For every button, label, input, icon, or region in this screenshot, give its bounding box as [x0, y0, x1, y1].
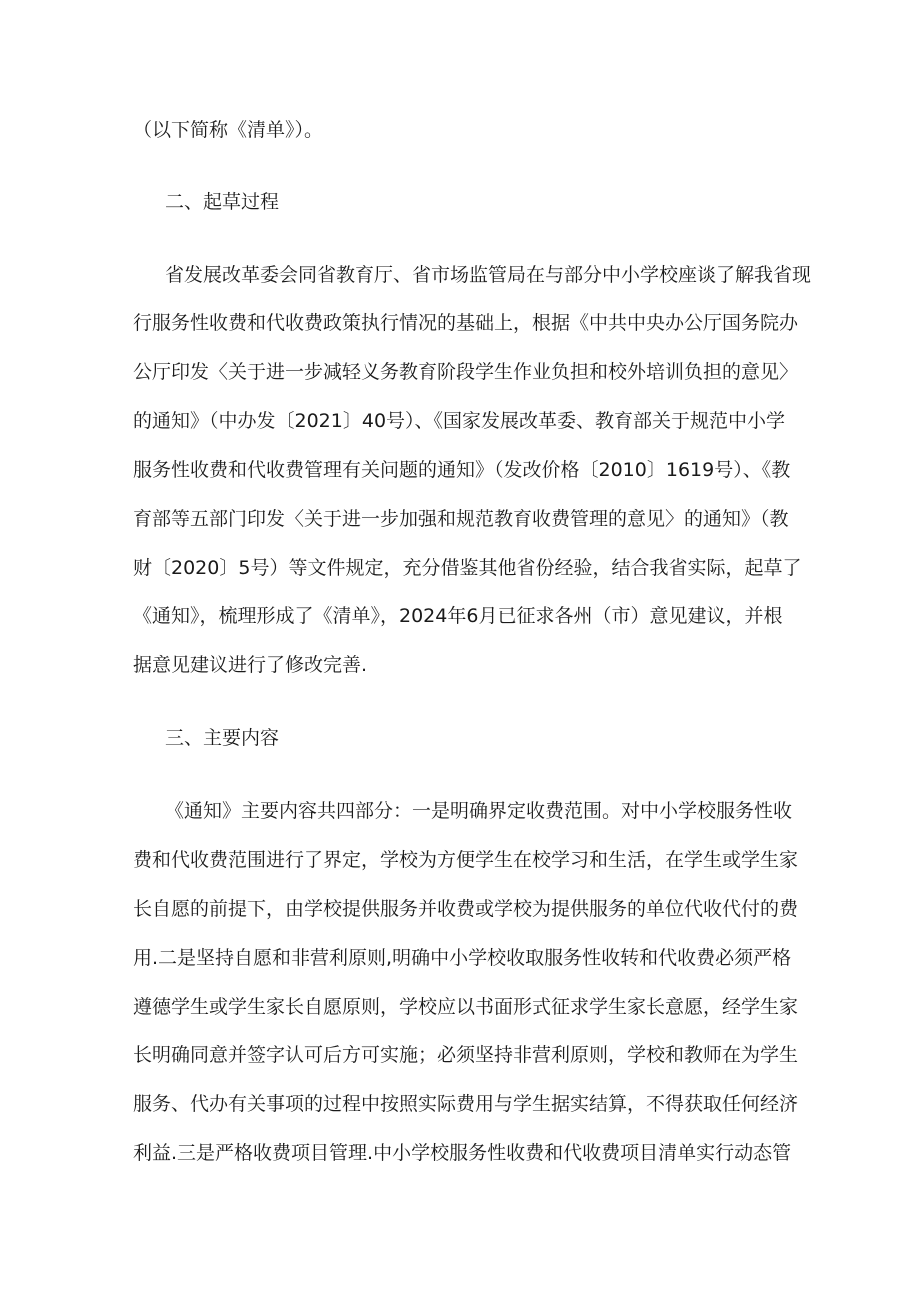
paragraph-line: 的通知》（中办发〔2021〕40号）、《国家发展改革委、教育部关于规范中小学	[133, 410, 786, 432]
paragraph-line: 《通知》，梳理形成了《清单》，2024年6月已征求各州（市）意见建议，并根	[133, 605, 783, 627]
paragraph-line: 财〔2020〕5号）等文件规定，充分借鉴其他省份经验，结合我省实际，起草了	[133, 557, 802, 579]
section-2-heading: 二、起草过程	[165, 191, 280, 213]
paragraph-line: 遵德学生或学生家长自愿原则，学校应以书面形式征求学生家长意愿，经学生家	[133, 996, 799, 1018]
paragraph-line: 据意见建议进行了修改完善.	[133, 654, 368, 676]
paragraph-line: 长明确同意并签字认可后方可实施；必须坚持非营利原则，学校和教师在为学生	[133, 1044, 799, 1066]
paragraph-line: 利益.三是严格收费项目管理.中小学校服务性收费和代收费项目清单实行动态管	[133, 1142, 792, 1164]
paragraph-line: 费和代收费范围进行了界定，学校为方便学生在校学习和生活，在学生或学生家	[133, 849, 799, 871]
paragraph-line: 省发展改革委会同省教育厅、省市场监管局在与部分中小学校座谈了解我省现	[165, 264, 812, 286]
intro-tail-line: （以下简称《清单》）。	[133, 119, 324, 141]
section-3-heading: 三、主要内容	[165, 727, 280, 749]
paragraph-line: 育部等五部门印发〈关于进一步加强和规范教育收费管理的意见〉的通知》（教	[133, 508, 789, 530]
paragraph-line: 用.二是坚持自愿和非营利原则,明确中小学校收取服务性收转和代收费必须严格	[133, 947, 792, 969]
paragraph-line: 服务、代办有关事项的过程中按照实际费用与学生据实结算，不得获取任何经济	[133, 1093, 799, 1115]
paragraph-line: 行服务性收费和代收费政策执行情况的基础上，根据《中共中央办公厅国务院办	[133, 312, 799, 334]
paragraph-line: 《通知》主要内容共四部分：一是明确界定收费范围。对中小学校服务性收	[165, 800, 793, 822]
paragraph-line: 公厅印发〈关于进一步减轻义务教育阶段学生作业负担和校外培训负担的意见〉	[133, 361, 799, 383]
paragraph-line: 长自愿的前提下，由学校提供服务并收费或学校为提供服务的单位代收代付的费	[133, 898, 799, 920]
paragraph-line: 服务性收费和代收费管理有关问题的通知》（发改价格〔2010〕1619号）、《教	[133, 459, 791, 481]
